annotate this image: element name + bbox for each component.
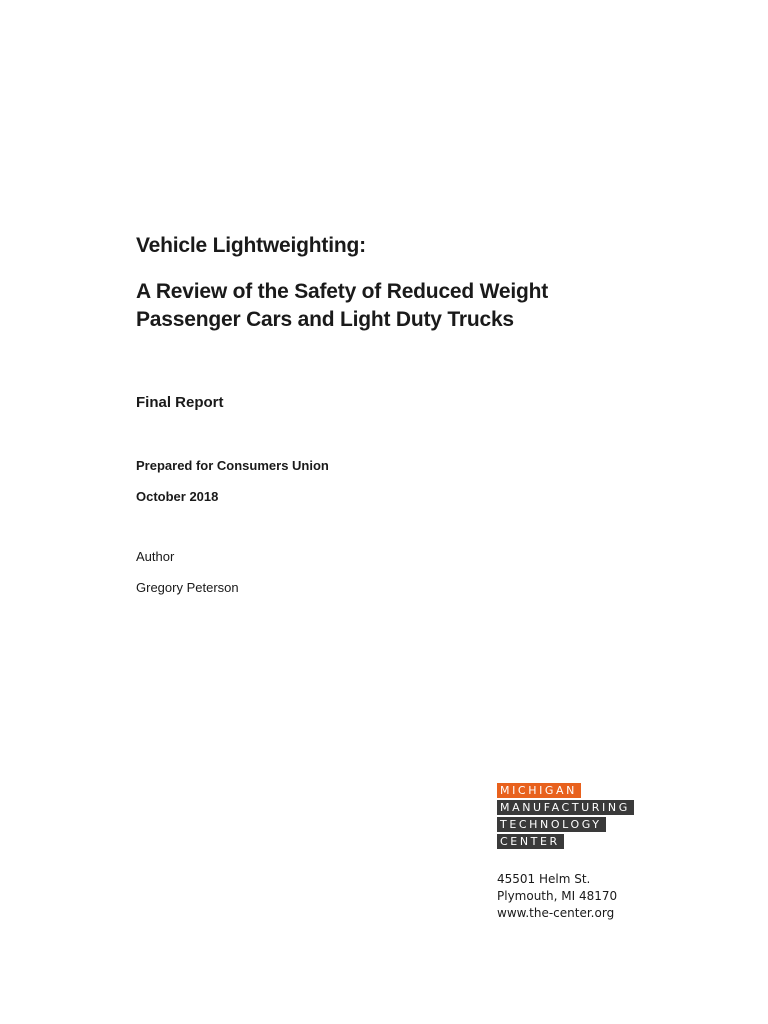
title-line-2: A Review of the Safety of Reduced Weight bbox=[136, 280, 549, 303]
title-line-3: Passenger Cars and Light Duty Trucks bbox=[136, 308, 514, 331]
title-line-1: Vehicle Lightweighting: bbox=[136, 234, 366, 257]
organization-logo bbox=[497, 781, 634, 849]
author-label: Author bbox=[136, 549, 175, 564]
address-city: Plymouth, MI 48170 bbox=[497, 889, 618, 903]
organization-address bbox=[497, 871, 617, 922]
logo-word-technology: TECHNOLOGY bbox=[497, 817, 606, 832]
prepared-for: Prepared for Consumers Union bbox=[136, 458, 329, 473]
logo-word-manufacturing: MANUFACTURING bbox=[497, 800, 634, 815]
logo-word-michigan: MICHIGAN bbox=[497, 783, 581, 798]
report-date: October 2018 bbox=[136, 489, 219, 504]
report-title bbox=[136, 232, 656, 334]
author-name: Gregory Peterson bbox=[136, 580, 239, 595]
address-website: www.the-center.org bbox=[497, 906, 615, 920]
address-street: 45501 Helm St. bbox=[497, 872, 591, 886]
logo-word-center: CENTER bbox=[497, 834, 564, 849]
report-subtitle: Final Report bbox=[136, 394, 224, 411]
